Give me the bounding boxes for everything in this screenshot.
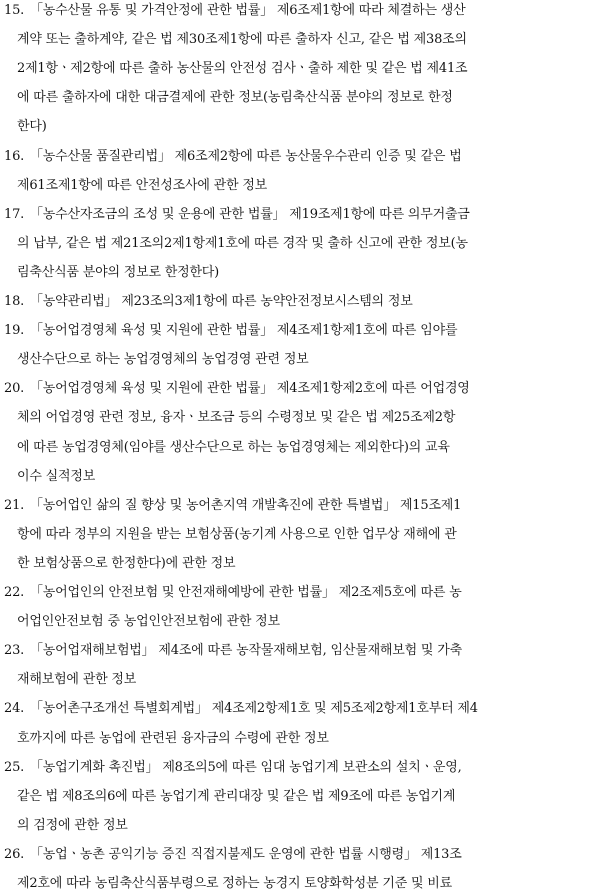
item-number: 23. — [4, 643, 25, 659]
item-text: 「농수산물 유통 및 가격안정에 관한 법률」 제6조제1항에 따라 체결하는 생산 — [30, 3, 466, 18]
item-text: 항에 따라 정부의 지원을 받는 보험상품(농기계 사용으로 인한 업무상 재해에 관 — [17, 526, 457, 542]
item-continuation-line — [0, 611, 596, 633]
item-number: 20. — [4, 381, 25, 397]
item-text: 「농어업경영체 육성 및 지원에 관한 법률」 제4조제1항제1호에 따른 임야를 — [30, 323, 458, 339]
item-text: 에 따른 출하자에 대한 대금결제에 관한 정보(농림축산식품 분야의 정보로 한정 — [17, 90, 453, 106]
item-number: 17. — [4, 206, 25, 222]
item-continuation-line — [0, 815, 596, 837]
item-continuation-line — [0, 524, 596, 546]
item-continuation-line — [0, 669, 596, 691]
item-continuation-line — [0, 175, 596, 197]
item-text: 「농약관리법」 제23조의3제1항에 따른 농약안전정보시스템의 정보 — [30, 294, 413, 309]
item-first-line — [0, 146, 596, 168]
item-continuation-line — [0, 873, 596, 895]
item-text: 「농어업인의 안전보험 및 안전재해예방에 관한 법률」 제2조제5호에 따른 농 — [30, 585, 462, 600]
item-text: 같은 법 제8조의6에 따른 농업기계 관리대장 및 같은 법 제9조에 따른 농업기계 — [17, 788, 456, 804]
item-continuation-line — [0, 116, 596, 138]
item-first-line — [0, 698, 596, 720]
item-continuation-line — [0, 728, 596, 750]
item-number: 15. — [4, 3, 25, 18]
item-text: 호까지에 따른 농업에 관련된 융자금의 수령에 관한 정보 — [17, 730, 329, 746]
item-continuation-line — [0, 29, 596, 51]
item-number: 16. — [4, 148, 25, 164]
item-text: 「농어업인 삶의 질 향상 및 농어촌지역 개발촉진에 관한 특별법」 제15조제1 — [30, 497, 462, 513]
item-first-line — [0, 291, 596, 313]
item-text: 체의 어업경영 관련 정보, 융자ㆍ보조금 등의 수령정보 및 같은 법 제25조제2항 — [17, 410, 456, 426]
item-text: 「농어업재해보험법」 제4조에 따른 농작물재해보험, 임산물재해보험 및 가축 — [30, 643, 462, 659]
item-text: 한다) — [17, 119, 47, 135]
item-text: 이수 실적정보 — [17, 468, 96, 484]
item-first-line — [0, 204, 596, 226]
item-number: 19. — [4, 323, 25, 339]
item-text: 어업인안전보험 중 농업인안전보험에 관한 정보 — [17, 614, 280, 630]
item-text: 「농수산자조금의 조성 및 운용에 관한 법률」 제19조제1항에 따른 의무거출금 — [30, 206, 470, 222]
item-continuation-line — [0, 349, 596, 371]
item-text: 제2호에 따라 농림축산식품부령으로 정하는 농경지 토양화학성분 기준 및 비료 — [17, 876, 452, 891]
item-continuation-line — [0, 407, 596, 429]
item-continuation-line — [0, 87, 596, 109]
item-text: 「농어촌구조개선 특별회계법」 제4조제2항제1호 및 제5조제2항제1호부터 제4 — [30, 701, 478, 717]
item-text: 한 보험상품으로 한정한다)에 관한 정보 — [17, 555, 236, 571]
item-number: 24. — [4, 701, 25, 717]
item-number: 22. — [4, 585, 25, 600]
item-continuation-line — [0, 58, 596, 80]
item-text: 림축산식품 분야의 정보로 한정한다) — [17, 264, 220, 280]
item-text: 생산수단으로 하는 농업경영체의 농업경영 관련 정보 — [17, 352, 309, 368]
item-first-line — [0, 495, 596, 517]
item-continuation-line — [0, 233, 596, 255]
item-text: 「농수산물 품질관리법」 제6조제2항에 따른 농산물우수관리 인증 및 같은 법 — [30, 148, 462, 164]
item-text: 계약 또는 출하계약, 같은 법 제30조제1항에 따른 출하자 신고, 같은 법 제38조의 — [17, 32, 467, 48]
item-text: 의 납부, 같은 법 제21조의2제1항제1호에 따른 경작 및 출하 신고에 관한 정보(농 — [17, 235, 468, 251]
item-text: 「농어업경영체 육성 및 지원에 관한 법률」 제4조제1항제2호에 따른 어업경영 — [30, 381, 470, 397]
item-number: 26. — [4, 846, 25, 862]
item-continuation-line — [0, 553, 596, 575]
item-continuation-line — [0, 437, 596, 459]
item-first-line — [0, 320, 596, 342]
item-first-line — [0, 757, 596, 779]
item-number: 18. — [4, 294, 25, 309]
item-number: 21. — [4, 497, 25, 513]
item-text: 제61조제1항에 따른 안전성조사에 관한 정보 — [17, 177, 268, 193]
item-continuation-line — [0, 262, 596, 284]
item-text: 의 검정에 관한 정보 — [17, 817, 128, 833]
item-first-line — [0, 582, 596, 604]
item-first-line — [0, 844, 596, 866]
item-text: 「농업기계화 촉진법」 제8조의5에 따른 임대 농업기계 보관소의 설치ㆍ운영, — [30, 759, 462, 775]
item-first-line — [0, 378, 596, 400]
item-text: 2제1항ㆍ제2항에 따른 출하 농산물의 안전성 검사ㆍ출하 제한 및 같은 법 제41조 — [17, 61, 468, 77]
item-continuation-line — [0, 786, 596, 808]
item-text: 에 따른 농업경영체(임야를 생산수단으로 하는 농업경영체는 제외한다)의 교육 — [17, 439, 450, 455]
item-continuation-line — [0, 466, 596, 488]
item-first-line — [0, 0, 596, 22]
item-first-line — [0, 640, 596, 662]
item-text: 「농업ㆍ농촌 공익기능 증진 직접지불제도 운영에 관한 법률 시행령」 제13조 — [30, 846, 462, 862]
item-text: 재해보험에 관한 정보 — [17, 672, 137, 688]
item-number: 25. — [4, 759, 25, 775]
